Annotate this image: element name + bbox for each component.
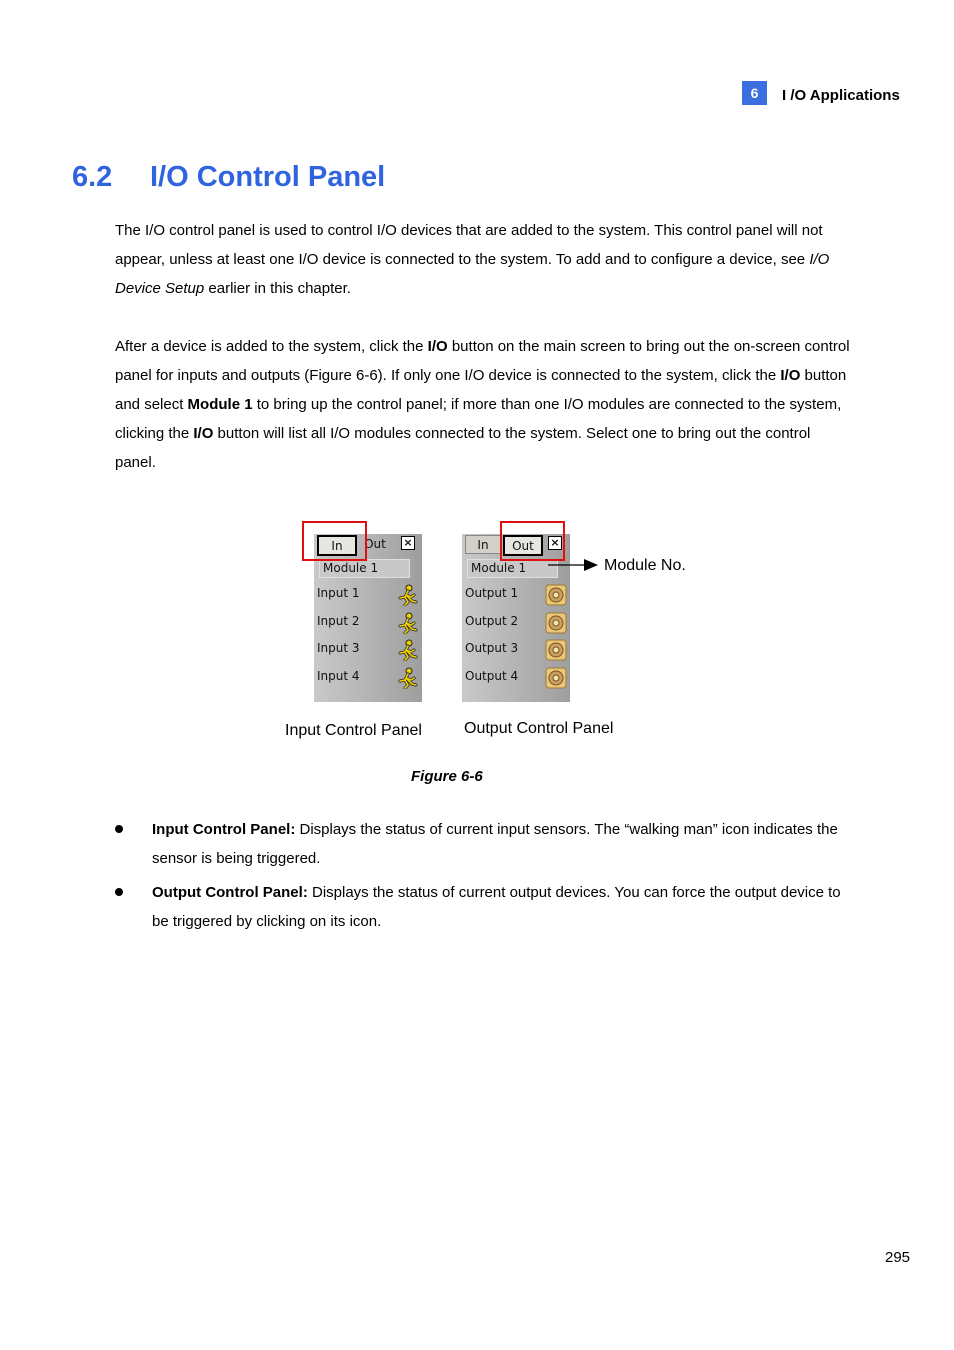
para1-text-end: earlier in this chapter.	[204, 280, 351, 297]
output-row-label: Output 2	[465, 614, 519, 628]
module-term: Module 1	[187, 396, 253, 413]
intro-paragraph	[115, 216, 851, 303]
output-row-label: Output 3	[465, 641, 519, 655]
bullet-text	[152, 878, 852, 936]
section-heading	[72, 161, 385, 194]
input-row-label: Input 4	[317, 669, 360, 683]
para2-text: After a device is added to the system, click the	[115, 338, 428, 355]
out-tab-highlight	[500, 521, 565, 561]
io-term: I/O	[193, 425, 214, 442]
para1-reference: I/O Device Setup	[115, 251, 830, 297]
io-term: I/O	[427, 338, 448, 355]
section-title: I/O Control Panel	[150, 161, 386, 193]
bullet-term: Output Control Panel:	[152, 884, 308, 901]
callout-arrow-icon	[548, 558, 598, 572]
input-row-label: Input 1	[317, 586, 360, 600]
bullet-description: Displays the status of current input sensors. The “walking man” icon indicates the sensor is being triggered.	[152, 821, 838, 867]
chapter-number-badge: 6	[742, 81, 767, 105]
module-field[interactable]: Module 1	[467, 559, 558, 578]
output-panel-label: Output Control Panel	[464, 720, 614, 737]
output-device-icon[interactable]	[545, 667, 567, 689]
tab-out[interactable]: Out	[503, 535, 543, 556]
walking-man-icon	[396, 667, 418, 689]
walking-man-icon	[396, 639, 418, 661]
module-field[interactable]: Module 1	[319, 559, 410, 578]
input-panel-label: Input Control Panel	[285, 722, 422, 739]
walking-man-icon	[396, 612, 418, 634]
para2-text: button on the main screen to bring out the on-screen control panel for inputs and outputs (Figure 6-6). If only one I/O device is connected to the system, click the	[115, 338, 850, 384]
para1-text: The I/O control panel is used to control I/O devices that are added to the system. This control panel will not appear, unless at least one I/O device is connected to the system. To add and to configure a device, see	[115, 222, 823, 268]
input-row-label: Input 3	[317, 641, 360, 655]
walking-man-icon	[396, 584, 418, 606]
io-term: I/O	[780, 367, 801, 384]
output-device-icon[interactable]	[545, 584, 567, 606]
tab-out[interactable]: Out	[364, 536, 386, 551]
output-device-icon[interactable]	[545, 639, 567, 661]
output-row-label: Output 4	[465, 669, 519, 683]
chapter-title: I /O Applications	[782, 87, 900, 104]
bullet-icon	[115, 825, 123, 833]
bullet-term: Input Control Panel:	[152, 821, 296, 838]
para2-text: button will list all I/O modules connected to the system. Select one to bring out the control panel.	[115, 425, 811, 471]
input-row-label: Input 2	[317, 614, 360, 628]
tab-in[interactable]: In	[465, 535, 501, 554]
figure-caption: Figure 6-6	[411, 768, 483, 785]
close-icon[interactable]: ×	[548, 536, 562, 550]
page-number: 295	[885, 1249, 911, 1266]
close-icon[interactable]: ×	[401, 536, 415, 550]
bullet-text	[152, 815, 852, 873]
usage-paragraph	[115, 332, 851, 477]
bullet-icon	[115, 888, 123, 896]
module-number-callout: Module No.	[604, 557, 686, 574]
para2-text: to bring up the control panel; if more than one I/O modules are connected to the system, clicking the	[115, 396, 842, 442]
output-row-label: Output 1	[465, 586, 519, 600]
section-number: 6.2	[72, 161, 113, 193]
para2-text: button and select	[115, 367, 847, 413]
in-tab-highlight	[302, 521, 367, 561]
tab-in[interactable]: In	[317, 535, 357, 556]
output-device-icon[interactable]	[545, 612, 567, 634]
bullet-description: Displays the status of current output devices. You can force the output device to be triggered by clicking on its icon.	[152, 884, 841, 930]
